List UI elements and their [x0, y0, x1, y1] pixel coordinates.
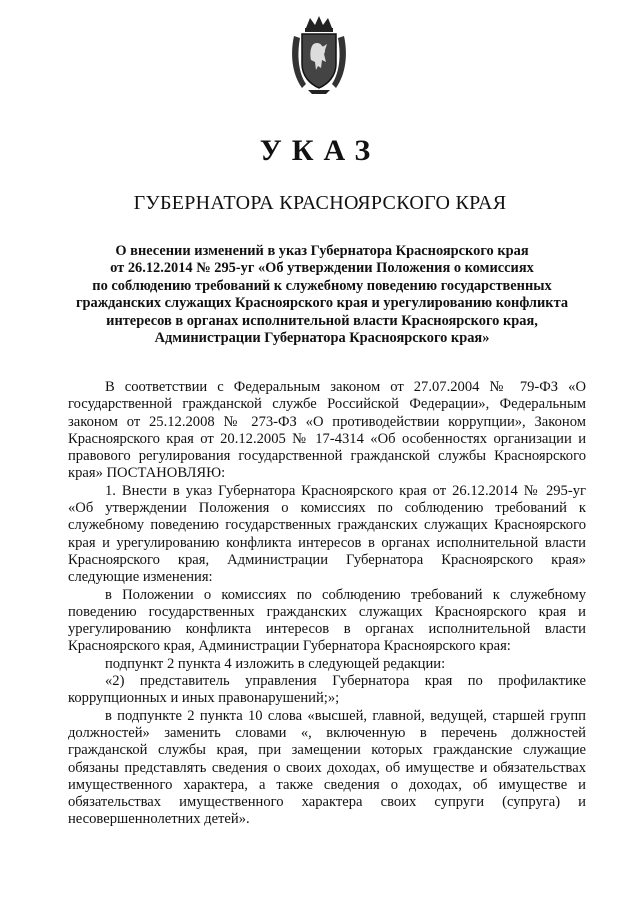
heading-line: Администрации Губернатора Красноярского края»: [154, 330, 490, 347]
body-paragraph: в Положении о комиссиях по соблюдению требований к служебному поведению государственных гражданских служащих Красноярского края и урегулированию конфликта интересов в органах исполнительной власти Красноярского края, Администрации Губернатора Красноярского края:: [68, 586, 586, 655]
body-paragraph: 1. Внести в указ Губернатора Красноярского края от 26.12.2014 № 295-уг «Об утверждении Положения о комиссиях по соблюдению требований к служебному поведению государственных гражданских служащих Красноярского края и урегулированию конфликта интересов в органах исполнительной власти Красноярского края, Администрации Губернатора Красноярского края» следующие изменения:: [68, 482, 586, 586]
heading-line: О внесении изменений в указ Губернатора Красноярского края: [115, 243, 529, 259]
body-paragraph: В соответствии с Федеральным законом от 27.07.2004 № 79-ФЗ «О государственной гражданской службе Российской Федерации», Федеральным законом от 25.12.2008 № 273-ФЗ «О противодействии коррупции», Законом Красноярского края от 20.12.2005 № 17-4314 «Об особенностях организации и правового регулирования государственной гражданской службы Красноярского края» ПОСТАНОВЛЯЮ:: [68, 379, 586, 482]
heading-line: от 26.12.2014 № 295-уг «Об утверждении Положения о комиссиях: [110, 260, 534, 277]
document-subtitle: ГУБЕРНАТОРА КРАСНОЯРСКОГО КРАЯ: [133, 192, 507, 214]
coat-of-arms-icon: [288, 14, 350, 96]
heading-line: гражданских служащих Красноярского края и урегулированию конфликта: [75, 295, 569, 312]
heading-line: по соблюдению требований к служебному поведению государственных: [92, 277, 552, 294]
heading-line: интересов в органах исполнительной власти Красноярского края,: [106, 312, 538, 329]
body-paragraph: подпункт 2 пункта 4 изложить в следующей редакции:: [105, 655, 446, 672]
body-paragraph: «2) представитель управления Губернатора края по профилактике коррупционных и иных правонарушений;»;: [68, 673, 586, 707]
document-title: УКАЗ: [259, 134, 381, 167]
document-body: [68, 379, 586, 829]
document-heading: [48, 243, 596, 347]
body-paragraph: в подпункте 2 пункта 10 слова «высшей, главной, ведущей, старшей групп должностей» заменить словами «, включенную в перечень должностей гражданской службы края, при замещении которых гражданские служащие обязаны представлять сведения о своих доходах, об имуществе и обязательствах имущественного характера, а также сведения о доходах, об имуществе и обязательствах имущественного характера своих супруги (супруга) и несовершеннолетних детей».: [68, 707, 586, 828]
